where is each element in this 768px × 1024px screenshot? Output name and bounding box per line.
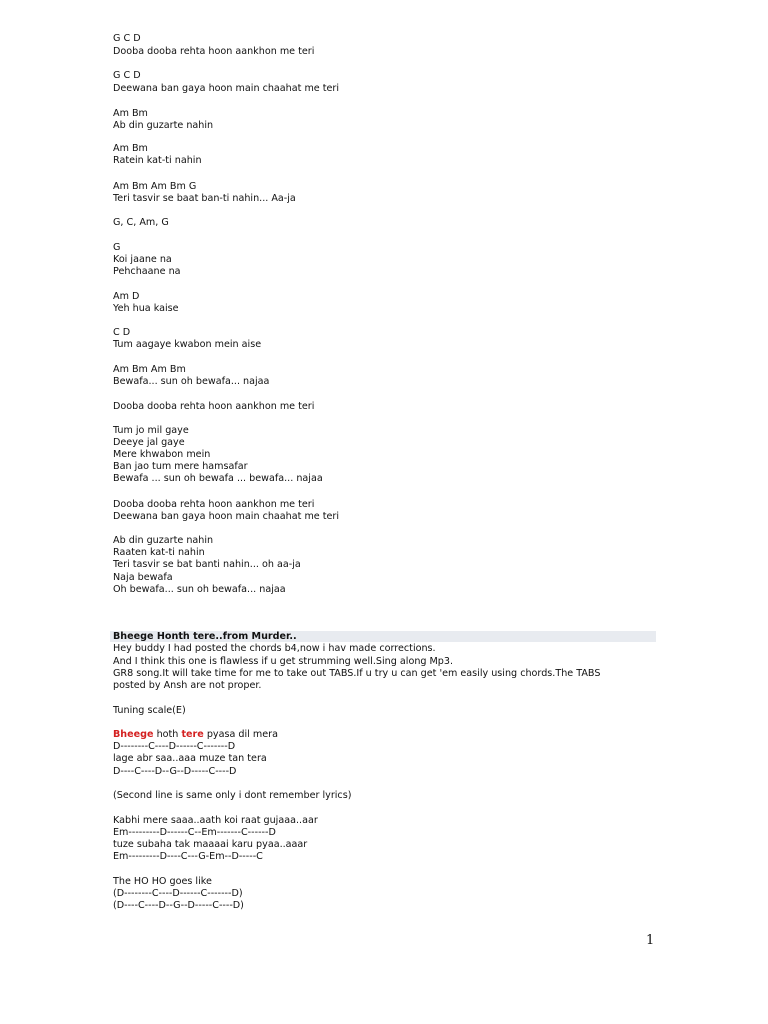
chord-line: G C D: [113, 33, 141, 44]
intro-line: And I think this one is flawless if u get strumming well.Sing along Mp3.: [113, 656, 454, 667]
lyric-line: Bewafa ... sun oh bewafa ... bewafa... najaa: [113, 473, 323, 484]
lyric-line: Oh bewafa... sun oh bewafa... najaa: [113, 584, 286, 595]
lyric-text: hoth: [153, 729, 182, 740]
lyric-line: Ban jao tum mere hamsafar: [113, 461, 248, 472]
lyric-line: Dooba dooba rehta hoon aankhon me teri: [113, 46, 315, 57]
lyric-line: Bewafa... sun oh bewafa... najaa: [113, 376, 270, 387]
intro-line: posted by Ansh are not proper.: [113, 680, 262, 691]
tuning-line: Tuning scale(E): [113, 705, 186, 716]
lyric-line: lage abr saa..aaa muze tan tera: [113, 753, 267, 764]
chord-line: G, C, Am, G: [113, 217, 169, 228]
lyric-line: Deeye jal gaye: [113, 437, 185, 448]
lyric-line: Teri tasvir se bat banti nahin... oh aa-ja: [113, 559, 301, 570]
lyric-line: Tum jo mil gaye: [113, 425, 189, 436]
lyric-line: Mere khwabon mein: [113, 449, 211, 460]
chord-line: Am Bm: [113, 108, 148, 119]
lyric-text: pyasa dil mera: [203, 729, 278, 740]
lyric-line: Tum aagaye kwabon mein aise: [113, 339, 262, 350]
chord-line: G C D: [113, 70, 141, 81]
tab-line: Em---------D----C---G-Em--D-----C: [113, 851, 263, 862]
chord-line: Am Bm Am Bm G: [113, 181, 197, 192]
chord-line: Am Bm: [113, 143, 148, 154]
tab-line: (D--------C----D------C-------D): [113, 888, 243, 899]
lyric-line: Pehchaane na: [113, 266, 181, 277]
intro-line: Hey buddy I had posted the chords b4,now i hav made corrections.: [113, 643, 436, 654]
tab-line: D----C----D--G--D-----C----D: [113, 766, 237, 777]
highlight-word: tere: [181, 729, 204, 740]
lyric-line: Teri tasvir se baat ban-ti nahin... Aa-ja: [113, 193, 296, 204]
chord-line: Am Bm Am Bm: [113, 364, 186, 375]
lyric-line: Dooba dooba rehta hoon aankhon me teri: [113, 401, 315, 412]
lyric-line: Deewana ban gaya hoon main chaahat me teri: [113, 83, 340, 94]
page-number: 1: [646, 933, 655, 948]
section-title: Bheege Honth tere..from Murder..: [110, 631, 656, 642]
lyric-line: tuze subaha tak maaaai karu pyaa..aaar: [113, 839, 308, 850]
lyric-line: Ab din guzarte nahin: [113, 120, 214, 131]
lyric-line: Yeh hua kaise: [113, 303, 179, 314]
lyric-line: Raaten kat-ti nahin: [113, 547, 205, 558]
tab-line: D--------C----D------C-------D: [113, 741, 236, 752]
chord-line: G: [113, 242, 121, 253]
intro-line: GR8 song.It will take time for me to take out TABS.If u try u can get 'em easily using chords.The TABS: [113, 668, 601, 679]
lyric-line-highlighted: [113, 729, 278, 741]
tab-line: (D----C----D--G--D-----C----D): [113, 900, 244, 911]
note-line: (Second line is same only i dont remember lyrics): [113, 790, 352, 801]
highlight-word: Bheege: [113, 729, 154, 740]
lyric-line: Koi jaane na: [113, 254, 172, 265]
chord-line: Am D: [113, 291, 140, 302]
lyric-line: Ab din guzarte nahin: [113, 535, 214, 546]
lyric-line: Kabhi mere saaa..aath koi raat gujaaa..aar: [113, 815, 318, 826]
tab-line: Em---------D------C--Em-------C------D: [113, 827, 276, 838]
lyric-line: Deewana ban gaya hoon main chaahat me teri: [113, 511, 340, 522]
lyric-line: Ratein kat-ti nahin: [113, 155, 202, 166]
lyric-line: Naja bewafa: [113, 572, 173, 583]
note-line: The HO HO goes like: [113, 876, 212, 887]
lyric-line: Dooba dooba rehta hoon aankhon me teri: [113, 499, 315, 510]
chord-line: C D: [113, 327, 131, 338]
